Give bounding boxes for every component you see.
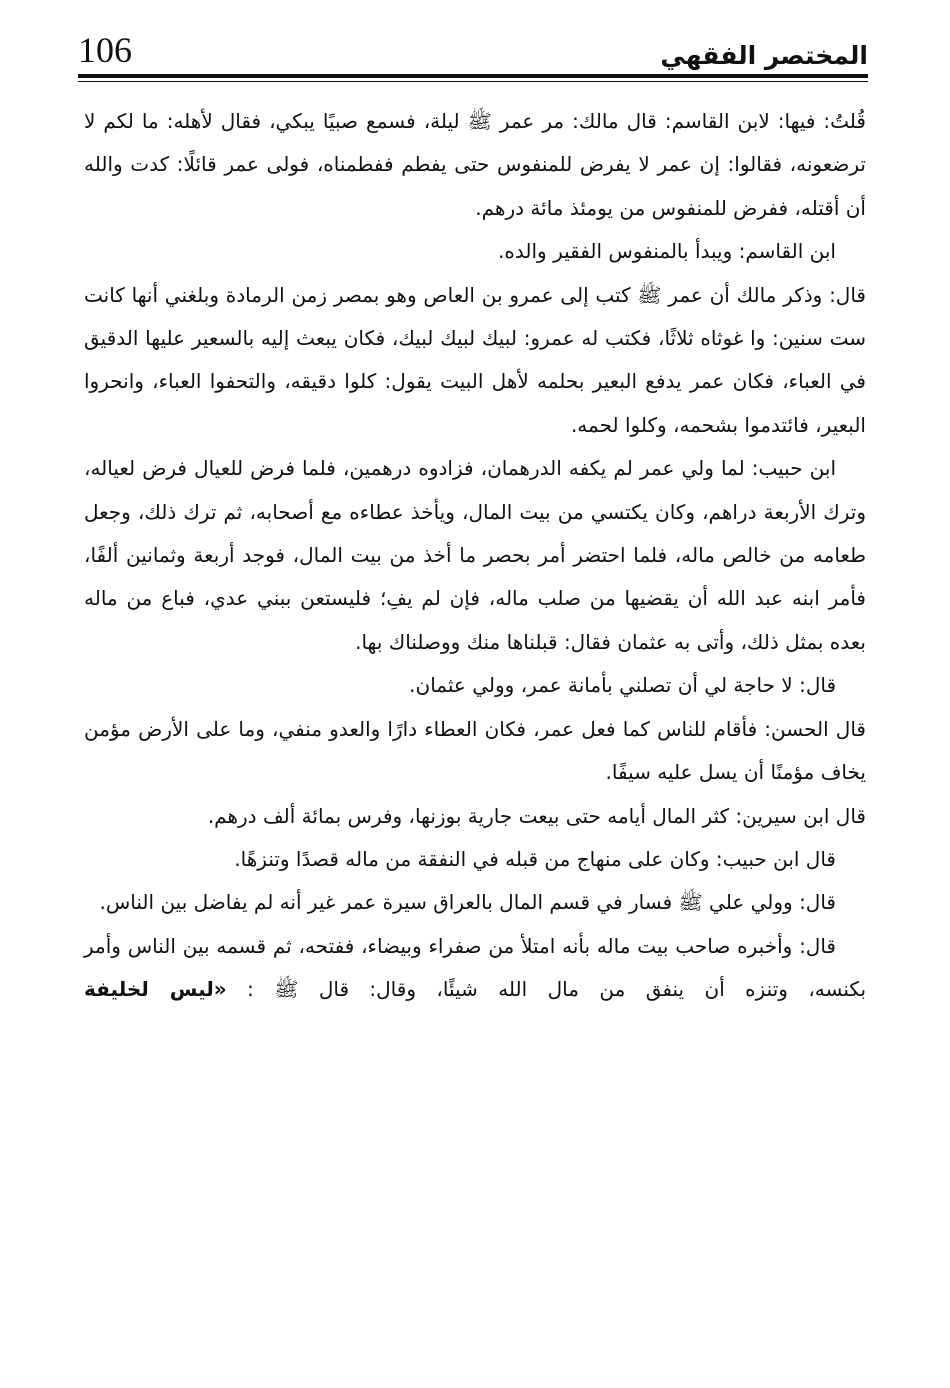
paragraph: قال ابن حبيب: وكان على منهاج من قبله في النفقة من ماله قصدًا وتنزهًا.: [234, 846, 836, 871]
paragraph: [84, 925, 866, 1012]
page-header: [78, 22, 868, 84]
paragraph: قال: وولي علي ﷺ فسار في قسم المال بالعراق سيرة عمر غير أنه لم يفاضل بين الناس.: [99, 890, 836, 915]
running-title: المختصر الفقهي: [660, 41, 868, 70]
header-rule-thin: [78, 81, 868, 82]
paragraph-text: قال: وأخبره صاحب بيت ماله بأنه امتلأ من صفراء وبيضاء، ففتحه، ثم قسمه بين الناس وأمر بكنسه، وتنزه أن ينفق من مال الله شيئًا، وقال: قال ﷺ :: [84, 933, 867, 1002]
header-rule: [78, 74, 868, 78]
paragraph: ابن حبيب: لما ولي عمر لم يكفه الدرهمان، فزادوه درهمين، فلما فرض للعيال فرض لعياله، وترك الأربعة دراهم، وكان يكتسي من بيت المال، ويأخذ عطاءه مع أصحابه، ثم ترك ذلك، وجعل طعامه من خالص ماله، فلما احتضر أمر بحصر ما أخذ من بيت المال، فوجد أربعة وثمانين ألفًا، فأمر ابنه عبد الله أن يقضيها من صلب ماله، فإن لم يفِ؛ فليستعن ببني عدي، فباع من ماله بعده بمثل ذلك، وأتى به عثمان فقال: قبلناها منك ووصلناك بها.: [84, 456, 866, 654]
paragraph: قال: لا حاجة لي أن تصلني بأمانة عمر، وولي عثمان.: [409, 673, 836, 698]
paragraph: قُلتُ: فيها: لابن القاسم: قال مالك: مر عمر ﷺ ليلة، فسمع صبيًا يبكي، فقال لأهله: ما لكم لا ترضعونه، فقالوا: إن عمر لا يفرض للمنفوس حتى يفطم ففطمناه، فولى عمر قائلًا: كدت والله أن أقتله، ففرض للمنفوس من يومئذ مائة درهم.: [84, 109, 866, 220]
hadith-quote-start: «ليس لخليفة: [84, 977, 227, 1002]
paragraph: قال ابن سيرين: كثر المال أيامه حتى بيعت جارية بوزنها، وفرس بمائة ألف درهم.: [207, 803, 866, 828]
page-number: 106: [78, 30, 132, 70]
paragraph: ابن القاسم: ويبدأ بالمنفوس الفقير والده.: [498, 239, 836, 264]
paragraph: قال: وذكر مالك أن عمر ﷺ كتب إلى عمرو بن العاص وهو بمصر زمن الرمادة وبلغني أنها كانت ست سنين: وا غوثاه ثلاثًا، فكتب له عمرو: لبيك لبيك لبيك، فكان يبعث إليه بالسعير عليها الدقيق في العباء، فكان عمر يدفع البعير بحلمه لأهل البيت يقول: كلوا دقيقه، والتحفوا العباء، وانحروا البعير، فائتدموا بشحمه، وكلوا لحمه.: [84, 282, 866, 437]
paragraph: قال الحسن: فأقام للناس كما فعل عمر، فكان العطاء دارًا والعدو منفي، وما على الأرض مؤمن يخاف مؤمنًا أن يسل عليه سيفًا.: [84, 716, 866, 785]
body-text: [84, 100, 866, 1012]
